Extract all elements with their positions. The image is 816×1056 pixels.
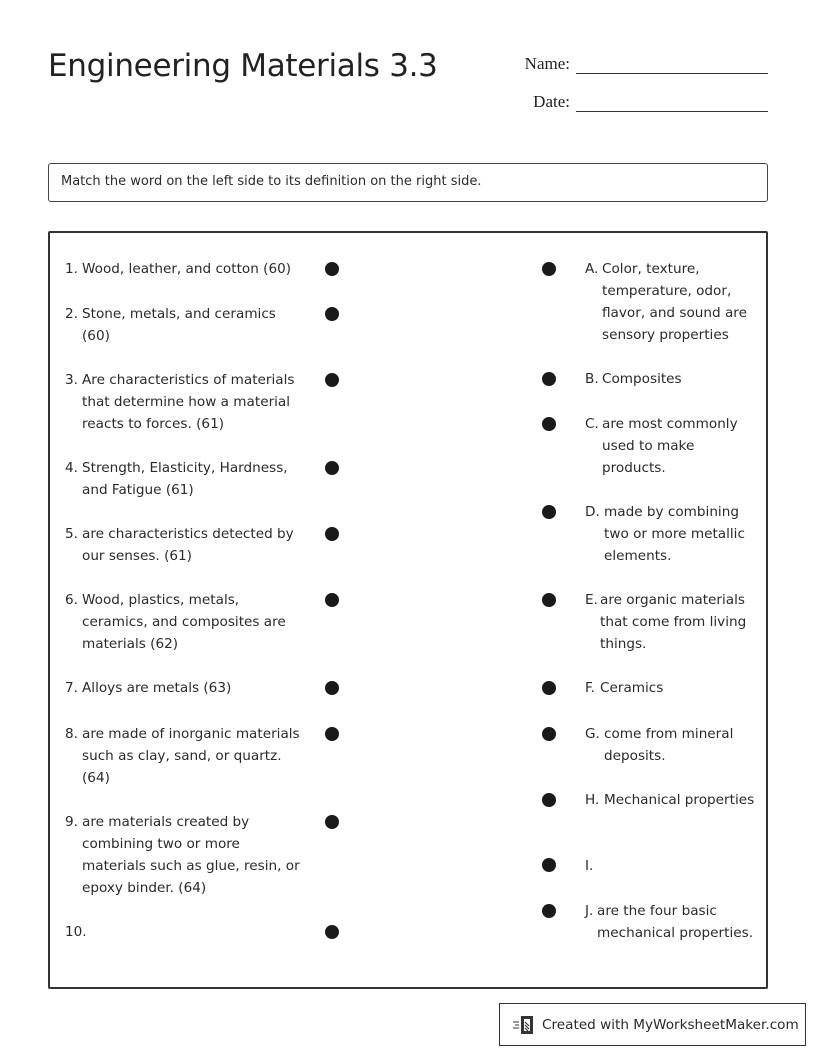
item-text: are characteristics detected by our senses. (61) — [82, 526, 294, 564]
right-item-d — [585, 501, 760, 567]
date-blank-line[interactable] — [576, 92, 768, 112]
left-item-7 — [65, 677, 305, 699]
item-letter: A. — [585, 261, 599, 277]
right-match-dot-i[interactable] — [542, 858, 556, 872]
item-letter: I. — [585, 858, 594, 874]
item-letter: E. — [585, 592, 598, 608]
item-letter: C. — [585, 416, 599, 432]
item-text: Ceramics — [600, 680, 664, 696]
left-item-1 — [65, 258, 305, 280]
item-letter: F. — [585, 680, 595, 696]
left-match-dot-2[interactable] — [325, 307, 339, 321]
worksheet-maker-logo-icon — [512, 1014, 536, 1036]
left-match-dot-4[interactable] — [325, 461, 339, 475]
right-item-i — [585, 855, 760, 877]
left-match-dot-9[interactable] — [325, 815, 339, 829]
name-blank-line[interactable] — [576, 54, 768, 74]
left-item-2 — [65, 303, 305, 347]
left-match-dot-7[interactable] — [325, 681, 339, 695]
item-letter: B. — [585, 371, 599, 387]
left-item-5 — [65, 523, 305, 567]
item-number: 3. — [65, 372, 78, 388]
item-text: Stone, metals, and ceramics (60) — [82, 306, 276, 344]
left-item-6 — [65, 589, 305, 655]
item-text: are made of inorganic materials such as clay, sand, or quartz. (64) — [82, 726, 300, 786]
right-item-f — [585, 677, 760, 699]
left-item-8 — [65, 723, 305, 789]
page-title: Engineering Materials 3.3 — [48, 48, 438, 84]
item-text: are most commonly used to make products. — [602, 416, 738, 476]
right-match-dot-d[interactable] — [542, 505, 556, 519]
date-field — [500, 92, 768, 112]
item-text: Strength, Elasticity, Hardness, and Fatigue (61) — [82, 460, 288, 498]
item-text: come from mineral deposits. — [604, 726, 734, 764]
left-match-dot-10[interactable] — [325, 925, 339, 939]
name-label: Name: — [524, 54, 570, 73]
item-text: are the four basic mechanical properties. — [597, 903, 754, 941]
left-item-10 — [65, 921, 305, 943]
item-text — [89, 921, 305, 943]
item-letter: H. — [585, 792, 600, 808]
item-number: 2. — [65, 306, 78, 322]
item-text: Wood, leather, and cotton (60) — [82, 261, 292, 277]
item-letter: G. — [585, 726, 600, 742]
left-match-dot-8[interactable] — [325, 727, 339, 741]
item-number: 4. — [65, 460, 78, 476]
left-item-9 — [65, 811, 305, 899]
right-match-dot-h[interactable] — [542, 793, 556, 807]
left-match-dot-3[interactable] — [325, 373, 339, 387]
item-text: Wood, plastics, metals, ceramics, and composites are materials (62) — [82, 592, 286, 652]
item-number: 8. — [65, 726, 78, 742]
item-text: Mechanical properties — [604, 792, 755, 808]
right-match-dot-c[interactable] — [542, 417, 556, 431]
right-item-h — [585, 789, 760, 811]
footer-text: Created with MyWorksheetMaker.com — [542, 1016, 799, 1033]
item-letter: D. — [585, 504, 600, 520]
item-text: Are characteristics of materials that determine how a material reacts to forces. (61) — [82, 372, 295, 432]
left-match-dot-6[interactable] — [325, 593, 339, 607]
right-item-g — [585, 723, 760, 767]
item-letter: J. — [585, 903, 594, 919]
right-match-dot-g[interactable] — [542, 727, 556, 741]
item-text: Composites — [602, 371, 682, 387]
right-item-a — [585, 258, 760, 346]
date-label: Date: — [533, 92, 570, 111]
right-match-dot-f[interactable] — [542, 681, 556, 695]
item-text: are organic materials that come from living things. — [600, 592, 747, 652]
left-item-4 — [65, 457, 305, 501]
right-item-e — [585, 589, 760, 655]
right-item-j — [585, 900, 760, 944]
name-field — [500, 54, 768, 74]
item-number: 5. — [65, 526, 78, 542]
item-number: 1. — [65, 261, 78, 277]
right-match-dot-a[interactable] — [542, 262, 556, 276]
right-match-dot-j[interactable] — [542, 904, 556, 918]
left-item-3 — [65, 369, 305, 435]
footer-credit[interactable] — [499, 1003, 806, 1046]
right-item-b — [585, 368, 760, 390]
item-number: 7. — [65, 680, 78, 696]
item-number: 6. — [65, 592, 78, 608]
item-text — [602, 855, 760, 877]
right-match-dot-e[interactable] — [542, 593, 556, 607]
item-text: are materials created by combining two or more materials such as glue, resin, or epoxy binder. (64) — [82, 814, 300, 896]
right-match-dot-b[interactable] — [542, 372, 556, 386]
right-item-c — [585, 413, 760, 479]
item-text: Alloys are metals (63) — [82, 680, 232, 696]
item-text: Color, texture, temperature, odor, flavor, and sound are sensory properties — [602, 261, 747, 343]
item-number: 10. — [65, 924, 87, 940]
item-number: 9. — [65, 814, 78, 830]
left-match-dot-5[interactable] — [325, 527, 339, 541]
item-text: made by combining two or more metallic elements. — [604, 504, 745, 564]
left-match-dot-1[interactable] — [325, 262, 339, 276]
instructions-box: Match the word on the left side to its definition on the right side. — [48, 163, 768, 202]
